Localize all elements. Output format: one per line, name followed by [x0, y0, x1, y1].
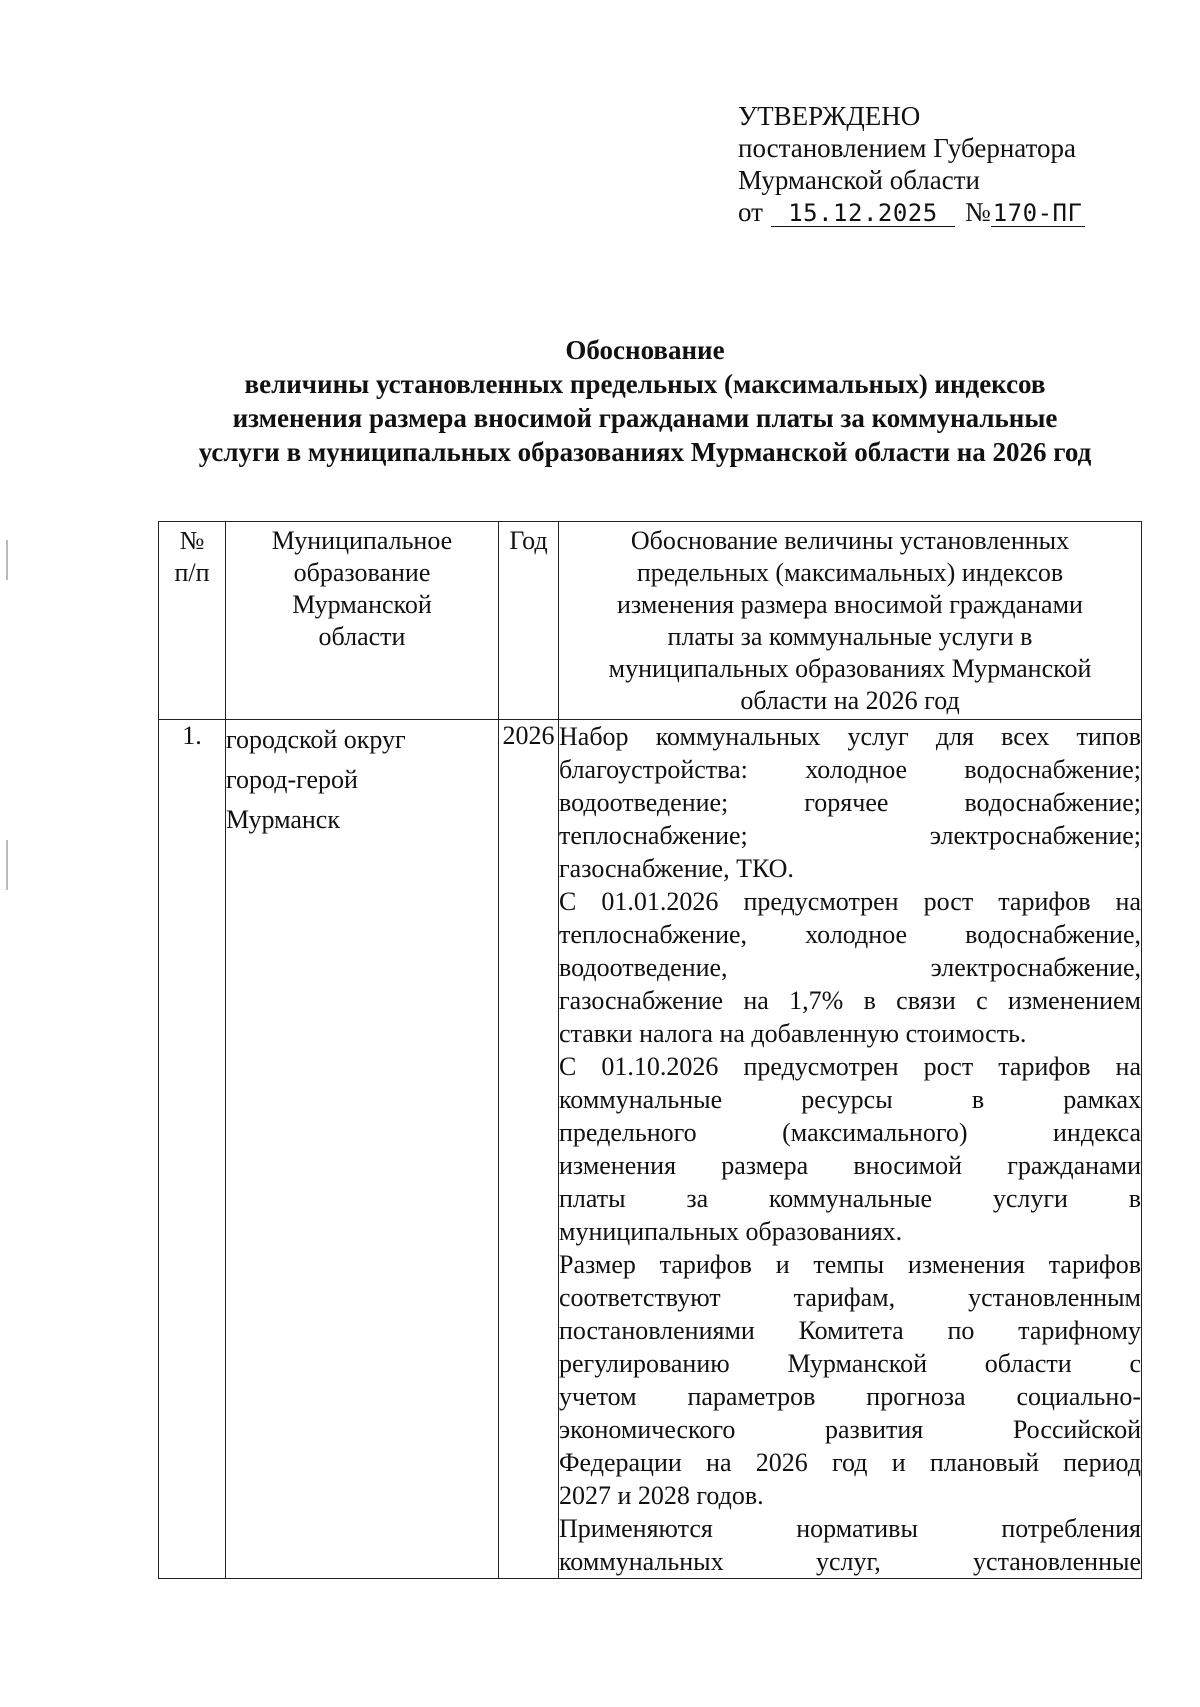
justification-line: водоотведение, электроснабжение, — [559, 953, 1141, 982]
header-municipality-line: Мурманской — [292, 590, 432, 619]
header-num-line: № — [179, 526, 205, 555]
justification-line: изменения размера вносимой гражданами — [559, 1151, 1141, 1180]
municipality-line: Мурманск — [226, 805, 340, 834]
header-justification-line: изменения размера вносимой гражданами — [617, 590, 1083, 619]
row-municipality — [226, 720, 499, 1579]
header-justification-line: области на 2026 год — [740, 686, 960, 715]
header-num-line: п/п — [174, 558, 210, 587]
header-year — [499, 522, 559, 720]
justification-line: благоустройства: холодное водоснабжение; — [559, 755, 1141, 784]
title-line-3: изменения размера вносимой гражданами платы за коммунальные — [232, 403, 1058, 433]
title-line-4: услуги в муниципальных образованиях Мурманской области на 2026 год — [198, 437, 1092, 467]
justification-line: С 01.01.2026 предусмотрен рост тарифов на — [559, 887, 1141, 916]
header-year-line: Год — [509, 526, 548, 555]
header-municipality-line: Муниципальное — [271, 526, 453, 555]
header-justification — [559, 522, 1142, 720]
header-num — [159, 522, 226, 720]
header-justification-line: платы за коммунальные услуги в — [667, 622, 1033, 651]
justification-line: теплоснабжение, холодное водоснабжение, — [559, 920, 1141, 949]
header-municipality — [226, 522, 499, 720]
table-header-row — [159, 522, 1142, 720]
justification-line: постановлениями Комитета по тарифному — [559, 1316, 1141, 1345]
justification-line: газоснабжение на 1,7% в связи с изменением — [559, 986, 1141, 1015]
document-title — [150, 333, 1140, 469]
justification-line: теплоснабжение; электроснабжение; — [559, 821, 1141, 850]
scan-edge-mark — [6, 540, 8, 580]
approval-date-row — [738, 196, 1085, 228]
from-label: от — [738, 197, 763, 227]
justification-line: Федерации на 2026 год и плановый период — [559, 1448, 1141, 1477]
header-municipality-line: области — [318, 622, 406, 651]
justification-table — [158, 521, 1142, 1579]
header-municipality-line: образование — [293, 558, 431, 587]
justification-line: газоснабжение, ТКО. — [559, 854, 794, 883]
justification-line: регулированию Мурманской области с — [559, 1349, 1141, 1378]
row-year: 2026 — [499, 720, 559, 1579]
row-justification — [559, 720, 1142, 1579]
justification-line: коммунальные ресурсы в рамках — [559, 1085, 1141, 1114]
justification-line: экономического развития Российской — [559, 1415, 1141, 1444]
approval-resolution-line: постановлением Губернатора — [738, 133, 1076, 163]
row-number: 1. — [159, 720, 226, 1579]
justification-line: Размер тарифов и темпы изменения тарифов — [559, 1250, 1141, 1279]
title-line-2: величины установленных предельных (максимальных) индексов — [244, 369, 1046, 399]
table-row — [159, 720, 1142, 1579]
justification-line: Применяются нормативы потребления — [559, 1514, 1141, 1543]
justification-line: платы за коммунальные услуги в — [559, 1184, 1141, 1213]
resolution-number: 170-ПГ — [991, 200, 1085, 227]
justification-line: соответствуют тарифам, установленным — [559, 1283, 1141, 1312]
header-justification-line: муниципальных образованиях Мурманской — [608, 654, 1092, 683]
resolution-date: 15.12.2025 — [771, 200, 955, 227]
justification-line: ставки налога на добавленную стоимость. — [559, 1019, 1027, 1048]
approval-block — [738, 100, 1085, 228]
municipality-line: город-герой — [226, 765, 358, 794]
approval-heading: УТВЕРЖДЕНО — [738, 101, 921, 131]
justification-line: Набор коммунальных услуг для всех типов — [559, 722, 1141, 751]
municipality-line: городской округ — [226, 725, 406, 754]
header-justification-line: Обоснование величины установленных — [630, 526, 1070, 555]
approval-region-line: Мурманской области — [738, 165, 980, 195]
justification-line: коммунальных услуг, установленные — [559, 1547, 1141, 1576]
title-line-1: Обоснование — [565, 335, 725, 365]
justification-line: предельного (максимального) индекса — [559, 1118, 1141, 1147]
header-justification-line: предельных (максимальных) индексов — [636, 558, 1064, 587]
scan-edge-mark — [6, 840, 8, 890]
justification-line: муниципальных образованиях. — [559, 1217, 903, 1246]
justification-line: учетом параметров прогноза социально- — [559, 1382, 1141, 1411]
justification-line: С 01.10.2026 предусмотрен рост тарифов на — [559, 1052, 1141, 1081]
justification-line: водоотведение; горячее водоснабжение; — [559, 788, 1141, 817]
number-label: № — [964, 197, 991, 227]
justification-line: 2027 и 2028 годов. — [559, 1481, 764, 1510]
